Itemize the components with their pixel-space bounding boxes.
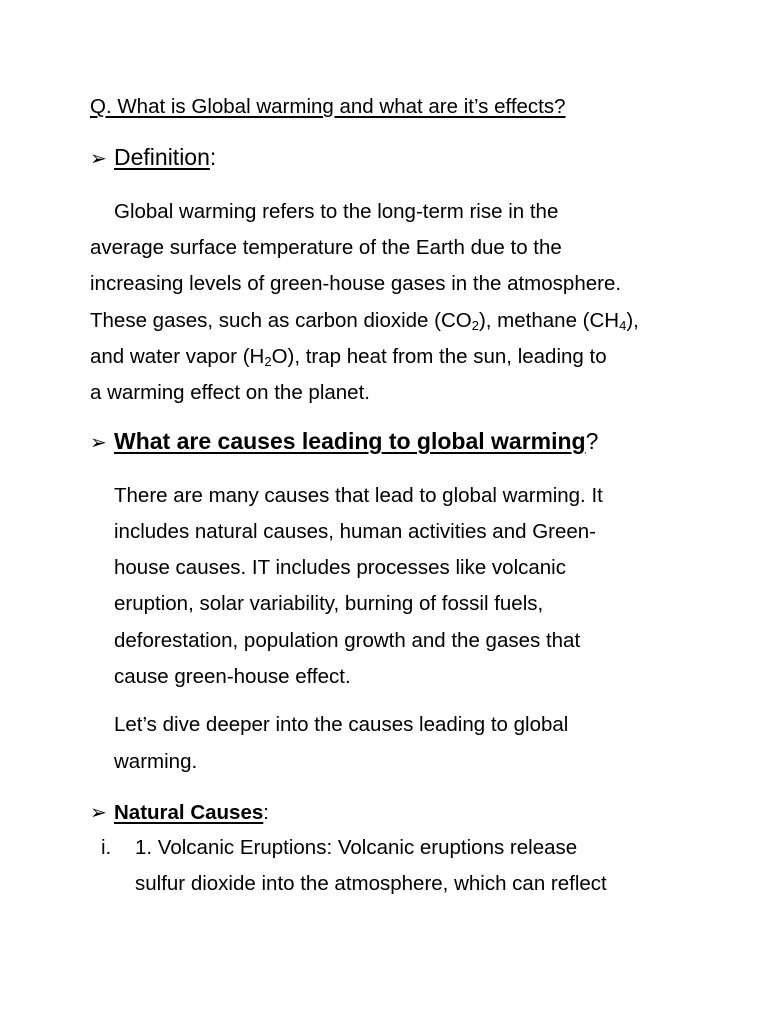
definition-line: increasing levels of green-house gases in the atmosphere. xyxy=(90,272,622,295)
definition-line: and water vapor $(H_2O)$, trap heat from the sun, leading to xyxy=(90,345,607,369)
definition-line: These gases, such as carbon dioxide $(CO_2)$, methane $(CH_4)$, xyxy=(90,309,639,333)
causes-line: cause green-house effect. xyxy=(114,665,351,688)
definition-line: a warming effect on the planet. xyxy=(90,381,370,404)
subscript: 2 xyxy=(264,354,272,369)
subscript: 2 xyxy=(471,318,479,333)
definition-heading xyxy=(90,144,216,171)
causes-heading xyxy=(90,428,598,455)
subscript: 4 xyxy=(619,318,627,333)
definition-suffix: : xyxy=(209,144,217,170)
causes-line: includes natural causes, human activities and Green- xyxy=(114,520,597,543)
list-item-line: 1. Volcanic Eruptions: Volcanic eruptions release xyxy=(135,836,578,859)
natural-causes-heading xyxy=(90,800,269,825)
arrow-bullet-icon: ➢ xyxy=(90,148,107,170)
arrow-bullet-icon: ➢ xyxy=(90,432,107,454)
definition-line: average surface temperature of the Earth due to the xyxy=(90,236,562,259)
causes-line: deforestation, population growth and the gases that xyxy=(114,629,581,652)
causes-title: What are causes leading to global warming xyxy=(114,428,586,454)
question-title: Q. What is Global warming and what are it’s effects? xyxy=(90,95,566,118)
list-marker: i. xyxy=(101,836,112,859)
list-item-line: sulfur dioxide into the atmosphere, which can reflect xyxy=(135,872,607,895)
causes-line: There are many causes that lead to global warming. It xyxy=(114,484,603,507)
causes-line: Let’s dive deeper into the causes leading to global xyxy=(114,713,569,736)
causes-line: house causes. IT includes processes like volcanic xyxy=(114,556,566,579)
definition-title: Definition xyxy=(114,144,210,170)
arrow-bullet-icon: ➢ xyxy=(90,802,107,824)
causes-line: eruption, solar variability, burning of fossil fuels, xyxy=(114,592,544,615)
natural-causes-suffix: : xyxy=(263,801,269,824)
causes-line: warming. xyxy=(114,750,198,773)
definition-line: Global warming refers to the long-term rise in the xyxy=(114,200,559,223)
causes-suffix: ? xyxy=(585,428,599,454)
natural-causes-title: Natural Causes xyxy=(114,801,264,824)
